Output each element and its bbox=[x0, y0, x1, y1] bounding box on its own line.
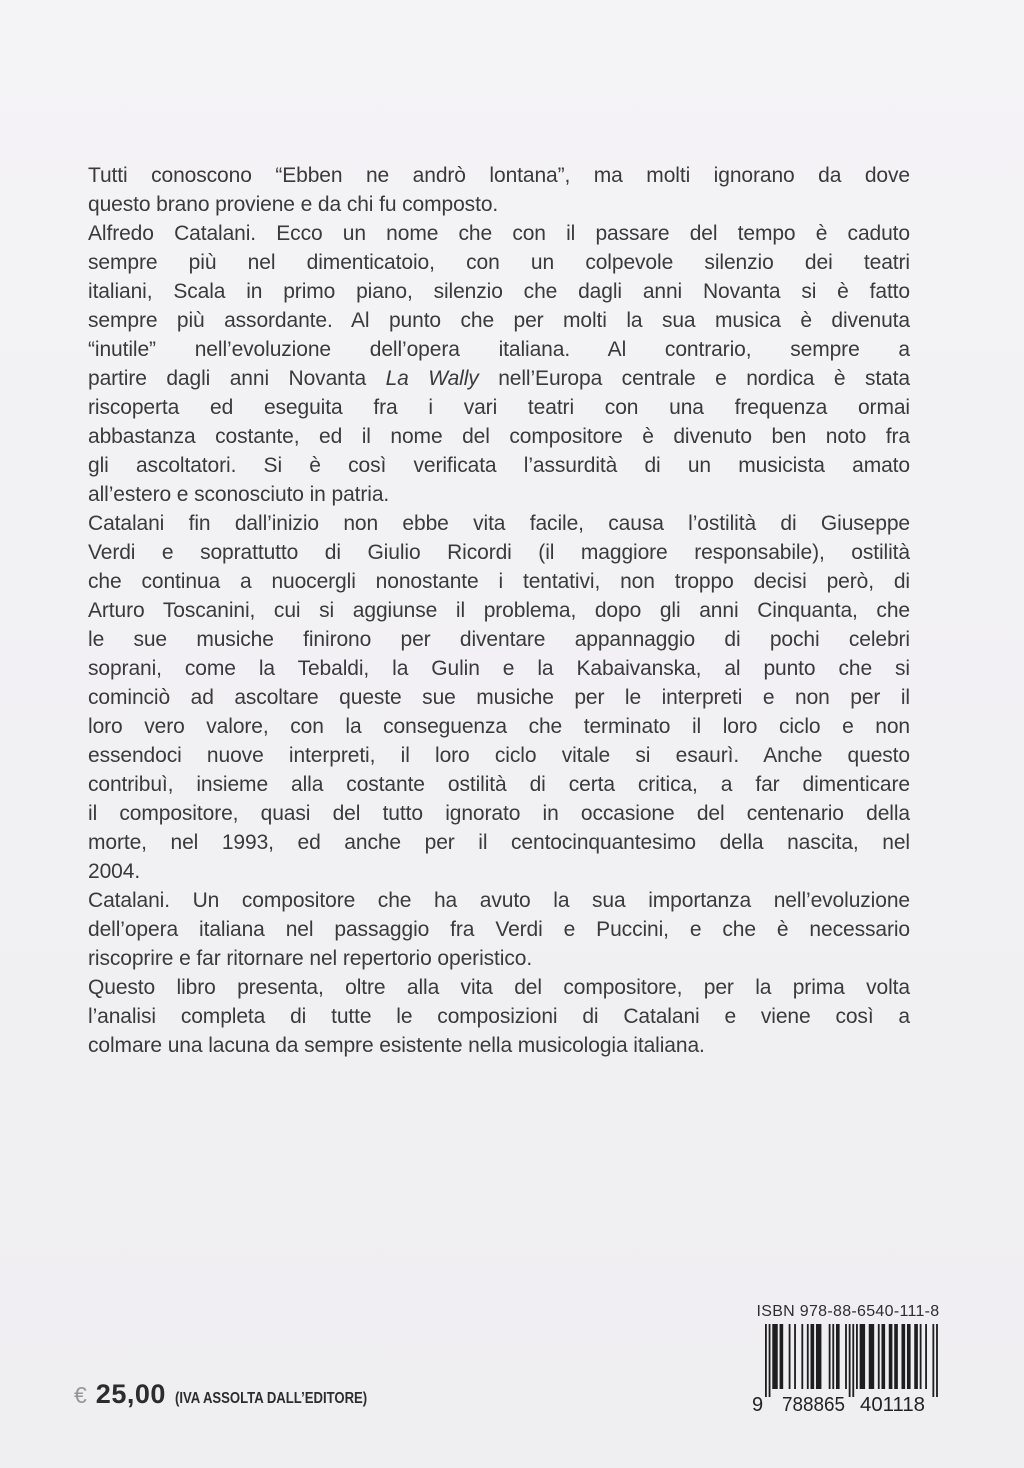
text-line: soprani, come la Tebaldi, la Gulin e la Kabaivanska, al punto che si bbox=[88, 657, 910, 680]
text-line: Verdi e soprattutto di Giulio Ricordi (il maggiore responsabile), ostilità bbox=[88, 541, 910, 564]
paragraph bbox=[88, 219, 910, 509]
paragraph bbox=[88, 886, 910, 973]
text-line: abbastanza costante, ed il nome del compositore è divenuto ben noto fra bbox=[88, 425, 910, 448]
text-line: sempre più assordante. Al punto che per molti la sua musica è divenuta bbox=[88, 309, 910, 332]
blurb-text bbox=[88, 161, 910, 1060]
text-line: Questo libro presenta, oltre alla vita del compositore, per la prima volta bbox=[88, 976, 910, 999]
paragraph bbox=[88, 161, 910, 219]
text-line: italiani, Scala in primo piano, silenzio che dagli anni Novanta si è fatto bbox=[88, 280, 910, 303]
text-line: l’analisi completa di tutte le composizioni di Catalani e viene così a bbox=[88, 1005, 910, 1028]
text-line: Tutti conoscono “Ebben ne andrò lontana”, ma molti ignorano da dove bbox=[88, 164, 910, 187]
text-line: loro vero valore, con la conseguenza che terminato il loro ciclo e non bbox=[88, 715, 910, 738]
text-line: colmare una lacuna da sempre esistente nella musicologia italiana. bbox=[88, 1034, 705, 1057]
text-line: all’estero e sconosciuto in patria. bbox=[88, 483, 390, 506]
text-line: riscoperta ed eseguita fra i vari teatri con una frequenza ormai bbox=[88, 396, 910, 419]
text-line: Alfredo Catalani. Ecco un nome che con il passare del tempo è caduto bbox=[88, 222, 910, 245]
text-line: partire dagli anni Novanta La Wally nell’Europa centrale e nordica è stata bbox=[88, 367, 910, 390]
paragraph bbox=[88, 509, 910, 886]
price-amount: 25,00 bbox=[95, 1379, 166, 1409]
text-line: Arturo Toscanini, cui si aggiunse il problema, dopo gli anni Cinquanta, che bbox=[88, 599, 910, 622]
isbn-label: ISBN 978-88-6540-111-8 bbox=[756, 1303, 940, 1320]
text-line: “inutile” nell’evoluzione dell’opera italiana. Al contrario, sempre a bbox=[88, 338, 910, 361]
text-line: gli ascoltatori. Si è così verificata l’assurdità di un musicista amato bbox=[88, 454, 910, 477]
text-line: riscoprire e far ritornare nel repertorio operistico. bbox=[88, 947, 533, 970]
svg-text:788865: 788865 bbox=[782, 1394, 845, 1416]
svg-text:401118: 401118 bbox=[860, 1394, 925, 1416]
text-line: Catalani fin dall’inizio non ebbe vita facile, causa l’ostilità di Giuseppe bbox=[88, 512, 910, 535]
text-line: il compositore, quasi del tutto ignorato in occasione del centenario della bbox=[88, 802, 910, 825]
svg-text:9: 9 bbox=[752, 1394, 764, 1416]
paragraph bbox=[88, 973, 910, 1060]
text-line: morte, nel 1993, ed anche per il centocinquantesimo della nascita, nel bbox=[88, 831, 910, 854]
text-line: contribuì, insieme alla costante ostilità di certa critica, a far dimenticare bbox=[88, 773, 910, 796]
text-line: dell’opera italiana nel passaggio fra Verdi e Puccini, e che è necessario bbox=[88, 918, 910, 941]
euro-symbol: € bbox=[74, 1382, 87, 1408]
text-line: che continua a nuocergli nonostante i tentativi, non troppo decisi però, di bbox=[88, 570, 910, 593]
text-line: cominciò ad ascoltare queste sue musiche per le interpreti e non per il bbox=[88, 686, 910, 709]
ean13-barcode bbox=[748, 1324, 948, 1416]
vat-note: (IVA ASSOLTA DALL’EDITORE) bbox=[174, 1390, 368, 1407]
text-line: essendoci nuove interpreti, il loro ciclo vitale si esaurì. Anche questo bbox=[88, 744, 910, 767]
text-line: Catalani. Un compositore che ha avuto la sua importanza nell’evoluzione bbox=[88, 889, 910, 912]
text-line: sempre più nel dimenticatoio, con un colpevole silenzio dei teatri bbox=[88, 251, 910, 274]
text-line: 2004. bbox=[88, 860, 141, 883]
price-row bbox=[74, 1379, 409, 1410]
text-line: le sue musiche finirono per diventare appannaggio di pochi celebri bbox=[88, 628, 910, 651]
text-line: questo brano proviene e da chi fu composto. bbox=[88, 193, 499, 216]
